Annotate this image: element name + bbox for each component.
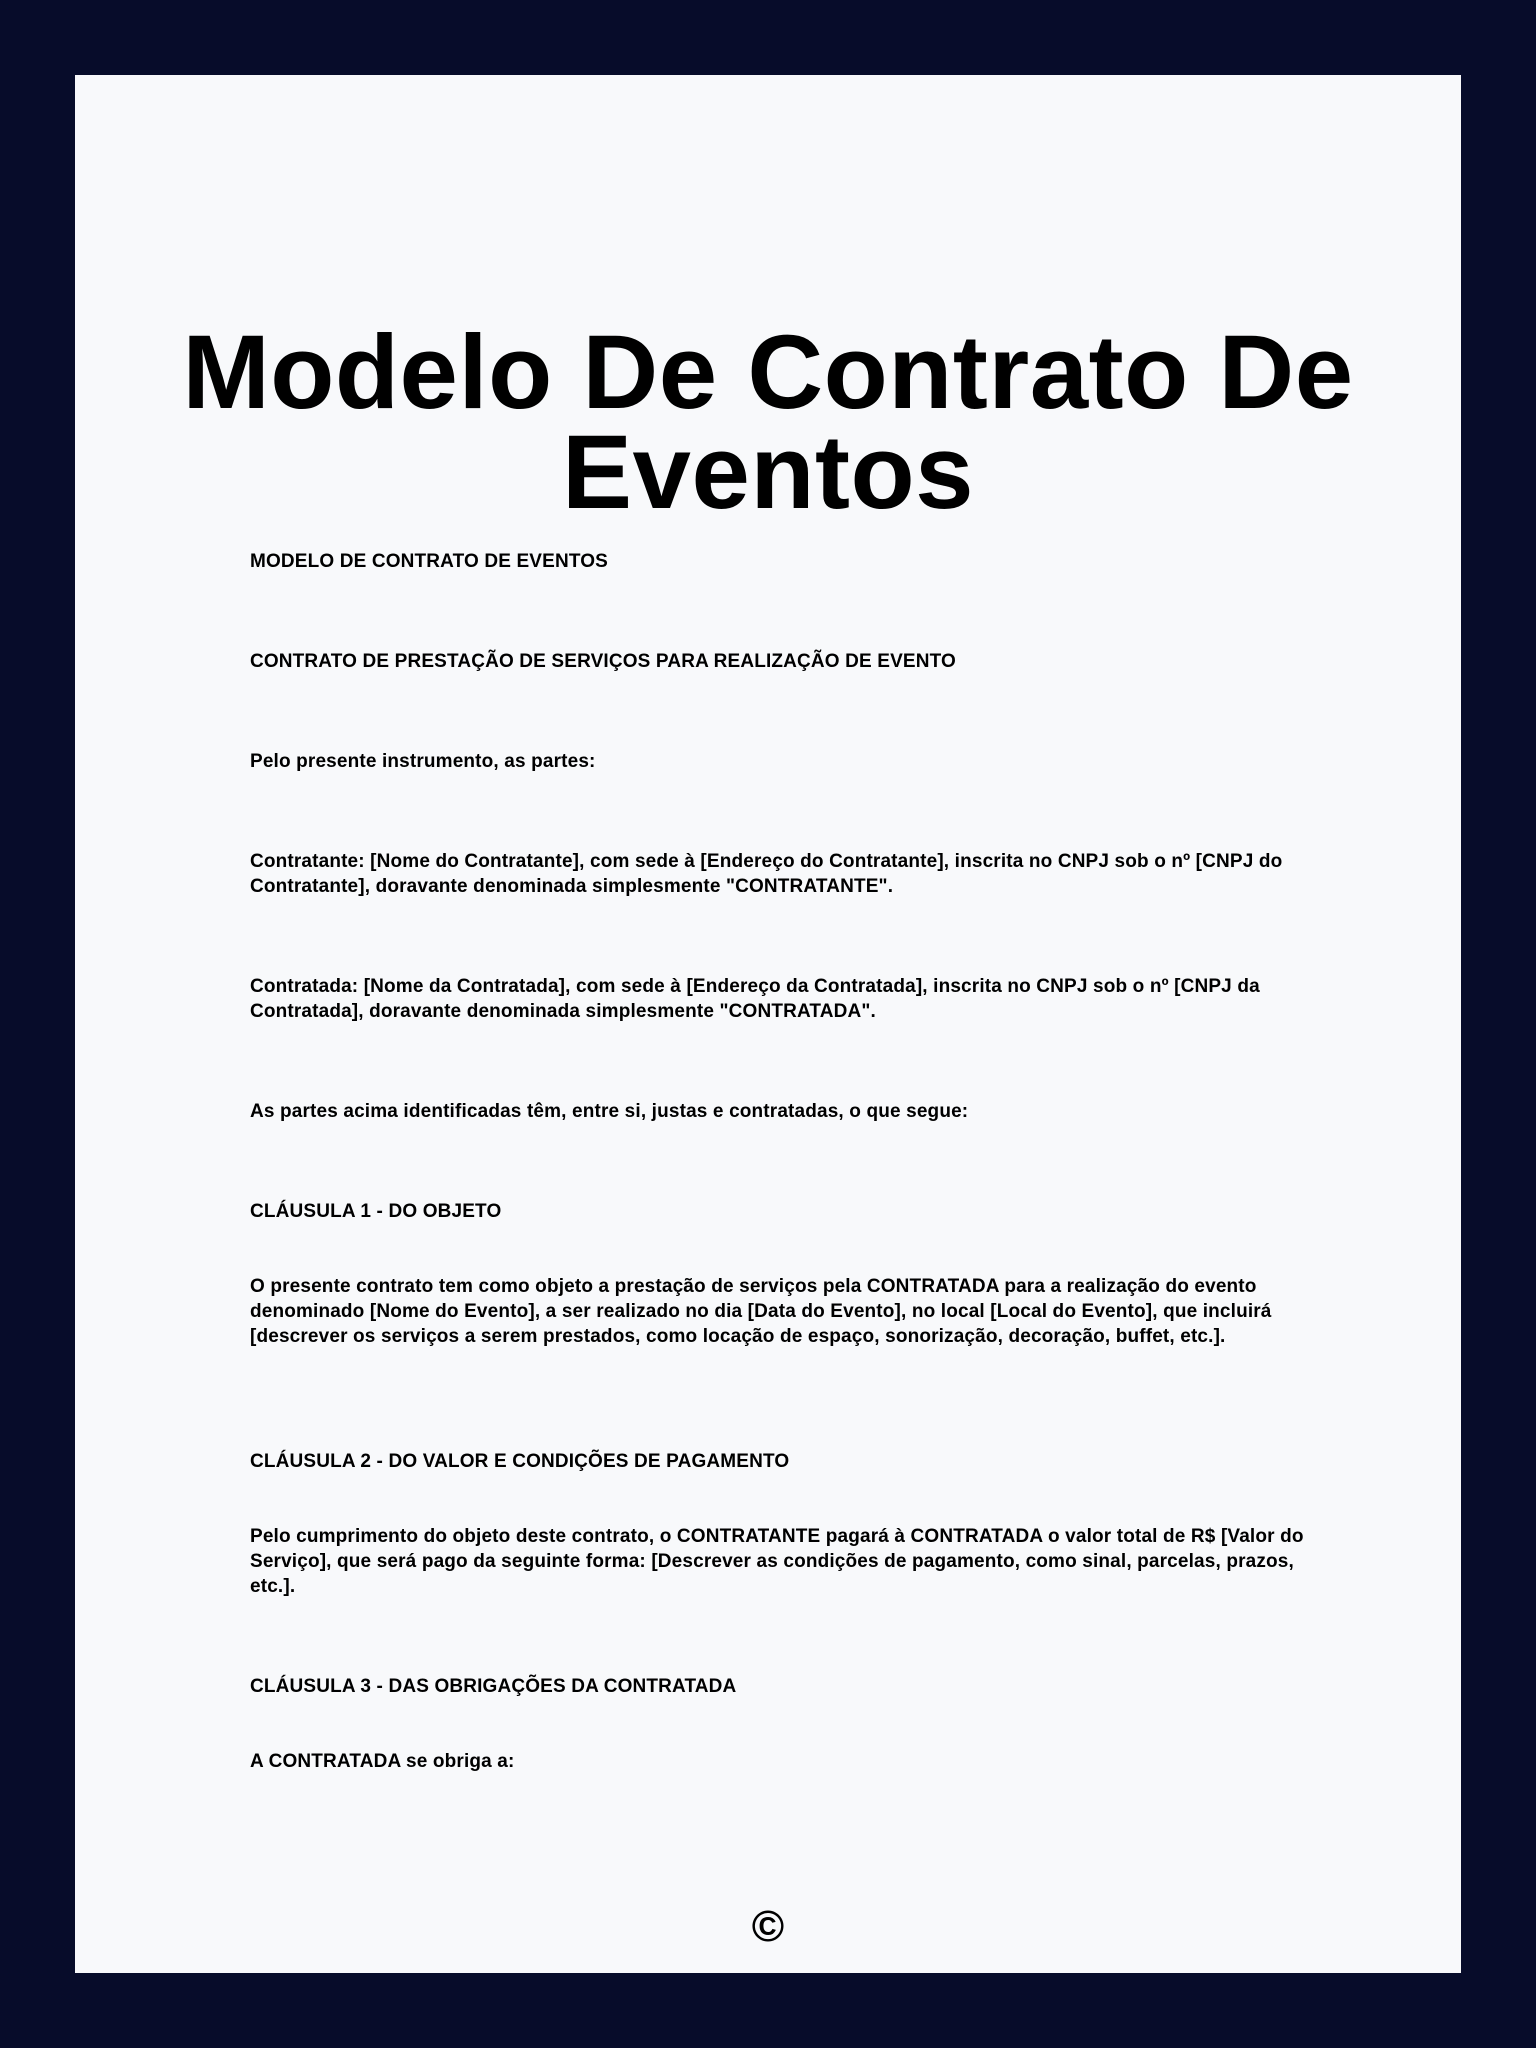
clause-2-heading: CLÁUSULA 2 - DO VALOR E CONDIÇÕES DE PAGAMENTO: [250, 1451, 790, 1472]
clause-1-heading: CLÁUSULA 1 - DO OBJETO: [250, 1201, 502, 1222]
paragraph-agreement: As partes acima identificadas têm, entre si, justas e contratadas, o que segue:: [250, 1101, 969, 1122]
paragraph-intro: Pelo presente instrumento, as partes:: [250, 751, 596, 772]
clause-3-text: A CONTRATADA se obriga a:: [250, 1751, 515, 1772]
copyright-icon: ©: [751, 1902, 785, 1951]
document-title: Modelo De Contrato De Eventos: [182, 314, 1354, 531]
paragraph-contratada: Contratada: [Nome da Contratada], com sede à [Endereço da Contratada], inscrita no CNPJ sob o nº [CNPJ da Contratada], doravante denominada simplesmente "CONTRATADA".: [250, 976, 1260, 1022]
clause-3-heading: CLÁUSULA 3 - DAS OBRIGAÇÕES DA CONTRATADA: [250, 1676, 737, 1697]
clause-2-text: Pelo cumprimento do objeto deste contrato, o CONTRATANTE pagará à CONTRATADA o valor total de R$ [Valor do Serviço], que será pago da seguinte forma: [Descrever as condições de pagamento, como sinal, parcelas, prazos, etc.].: [250, 1526, 1304, 1597]
clause-1-text: O presente contrato tem como objeto a prestação de serviços pela CONTRATADA para a realização do evento denominado [Nome do Evento], a ser realizado no dia [Data do Evento], no local [Local do Evento], que incluirá [descrever os serviços a serem prestados, como locação de espaço, sonorização, decoração, buffet, etc.].: [250, 1276, 1272, 1347]
heading-contract-type: CONTRATO DE PRESTAÇÃO DE SERVIÇOS PARA REALIZAÇÃO DE EVENTO: [250, 651, 956, 672]
document-page: [75, 75, 1461, 1973]
heading-model: MODELO DE CONTRATO DE EVENTOS: [250, 551, 608, 572]
paragraph-contratante: Contratante: [Nome do Contratante], com sede à [Endereço do Contratante], inscrita no CNPJ sob o nº [CNPJ do Contratante], doravante denominada simplesmente "CONTRATANTE".: [250, 851, 1283, 897]
